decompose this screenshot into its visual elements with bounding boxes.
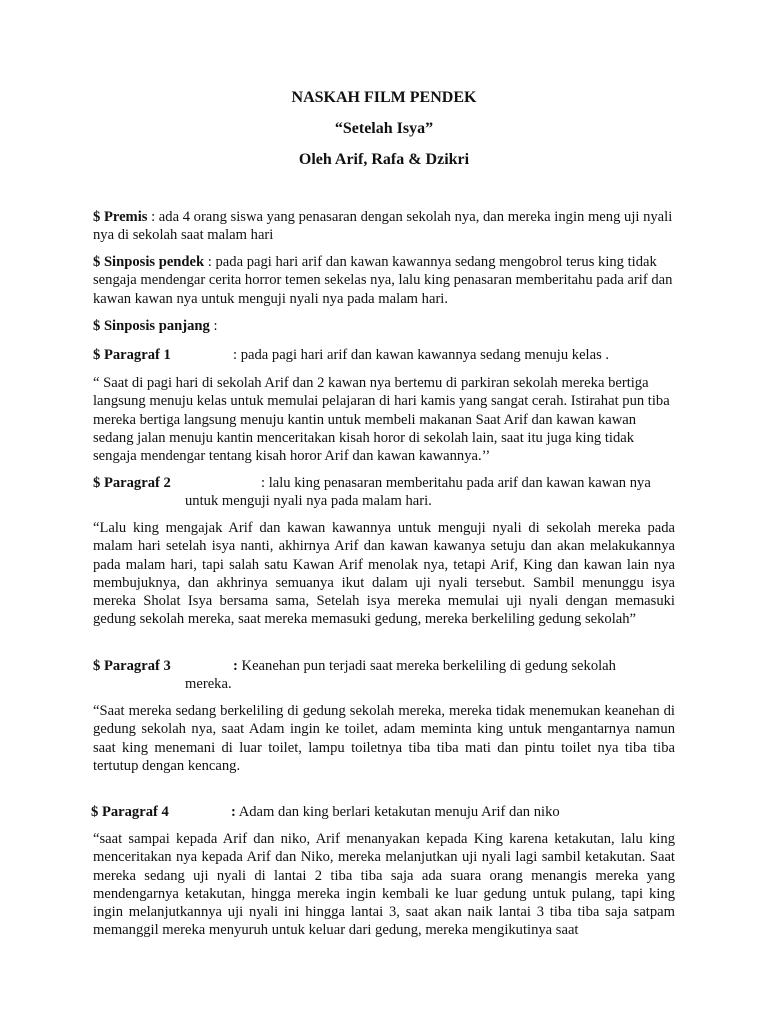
paragraf-2-summary-line1: : lalu king penasaran memberitahu pada arif dan kawan kawan nya [261,475,651,491]
paragraf-1-body: “ Saat di pagi hari di sekolah Arif dan 2 kawan nya bertemu di parkiran sekolah mereka bertiga langsung menuju kelas untuk memulai pelajaran di hari kamis yang sangat cerah. Istirahat pun tiba mereka bertiga langsung menuju kantin untuk membeli makanan Saat Arif dan kawan kawan sedang jalan menuju kantin menceritakan kisah horor di sekolah lain, saat itu juga king tidak sengaja mendengar tentang kisah horor Arif dan kawan kawannya.’’ [93,375,670,465]
sinposis-panjang-section [93,317,675,335]
sinposis-pendek-section [93,253,675,308]
premis-label: $ Premis [93,209,148,225]
paragraf-3-label: $ Paragraf 3 [93,658,171,674]
paragraf-4-body: “saat sampai kepada Arif dan niko, Arif menanyakan kepada King karena ketakutan, lalu king menceritakan nya kepada Arif dan Niko, mereka melanjutkan uji nyali lagi sambil ketakutan. Saat mereka sedang uji nyali di lantai 2 tiba tiba saja ada suara orang menangis mereka yang mendengarnya ketakutan, hingga mereka ingin kembali ke luar gedung untuk pulang, tapi king ingin melanjutkannya uji nyali ini hingga lantai 3, saat akan naik lantai 3 tiba tiba saja satpam memanggil mereka menyuruh untuk keluar dari gedung, mereka mengikutinya saat [93,831,675,939]
premis-section [93,208,675,245]
paragraf-4-label: $ Paragraf 4 [91,804,169,820]
paragraf-1-summary: : pada pagi hari arif dan kawan kawannya sedang menuju kelas . [233,347,610,363]
paragraf-2-body: “Lalu king mengajak Arif dan kawan kawannya untuk menguji nyali di sekolah mereka pada malam hari setelah isya nanti, akhirnya Arif dan kawan kawanya setuju dan akan melakukannya pada malam hari, tapi salah satu Kawan Arif menolak nya, tetapi Arif, King dan kawan lain nya membujuknya, dan akhrinya semuanya ikut dalam uji nyali tersebut. Sambil menunggu isya mereka Sholat Isya bersama sama, Setelah isya mereka memulai uji nyali dengan memasuki gedung sekolah mereka, saat mereka memasuki gedung, mereka berkeliling gedung sekolah” [93,520,675,628]
paragraf-3-summary-line2: mereka. [185,676,232,693]
authors-line: Oleh Arif, Rafa & Dzikri [298,151,470,168]
premis-text: : ada 4 orang siswa yang penasaran dengan sekolah nya, dan mereka ingin meng uji nyali nya di sekolah saat malam hari [93,209,673,244]
paragraf-2-label: $ Paragraf 2 [93,475,171,491]
paragraf-4-summary: Adam dan king berlari ketakutan menuju Arif dan niko [235,804,560,820]
sinposis-panjang-text: : [209,318,218,334]
paragraf-3-heading [93,657,675,694]
paragraf-1-heading [93,346,675,364]
paragraf-2-summary-line2: untuk menguji nyali nya pada malam hari. [185,493,432,510]
sinposis-pendek-text: : pada pagi hari arif dan kawan kawannya sedang mengobrol terus king tidak sengaja mendengar cerita horror temen sekelas nya, lalu king penasaran memberitahu pada arif dan kawan kawan nya untuk menguji nyali nya pada malam hari. [93,254,673,307]
sinposis-panjang-label: $ Sinposis panjang [93,318,210,334]
paragraf-3-colon: : [233,658,238,674]
paragraf-4-heading [91,803,673,821]
film-title: “Setelah Isya” [334,120,434,137]
sinposis-pendek-label: $ Sinposis pendek [93,254,205,270]
document-title: NASKAH FILM PENDEK [291,89,477,106]
paragraf-3-summary-line1: Keanehan pun terjadi saat mereka berkeliling di gedung sekolah [237,658,616,674]
paragraf-4-colon: : [231,804,236,820]
paragraf-3-body: “Saat mereka sedang berkeliling di gedung sekolah mereka, mereka tidak menemukan keanehan di gedung sekolah nya, saat Adam ingin ke toilet, adam meminta king untuk mengantarnya namun saat king menemani di luar toilet, lampu toiletnya tiba tiba mati dan pintu toilet nya tiba tiba tertutup dengan kencang. [93,703,675,774]
paragraf-1-label: $ Paragraf 1 [93,347,171,363]
paragraf-2-heading [93,474,675,511]
